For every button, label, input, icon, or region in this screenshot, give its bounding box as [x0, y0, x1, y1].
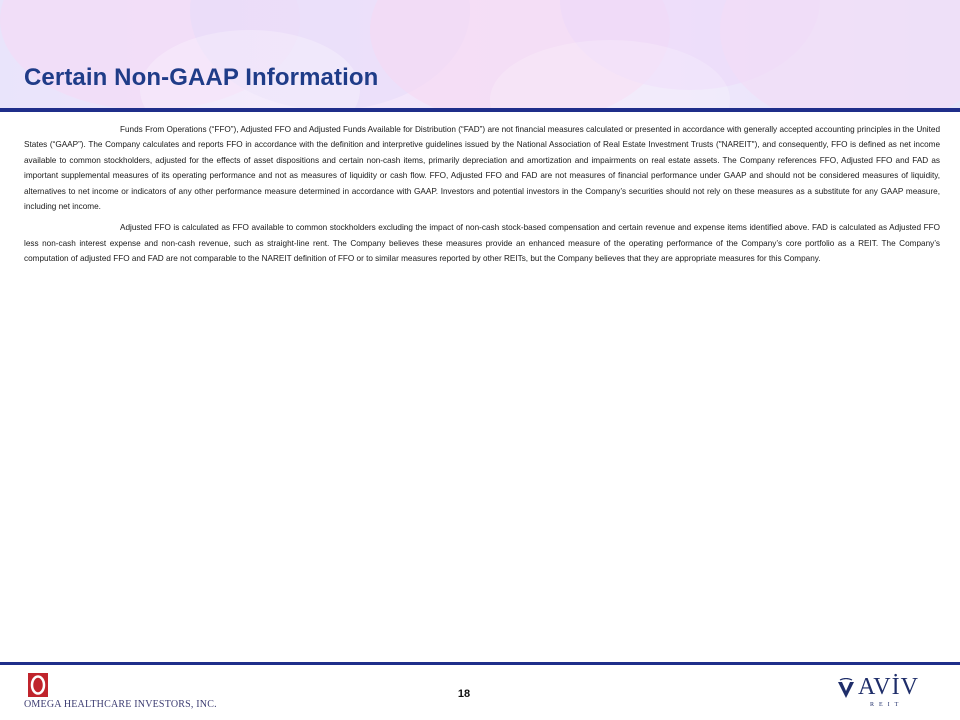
- page-title: Certain Non-GAAP Information: [24, 64, 379, 91]
- page-number: 18: [457, 688, 471, 700]
- omega-logo: [24, 673, 284, 713]
- aviv-logo: [836, 674, 936, 714]
- omega-company-name: OMEGA HEALTHCARE INVESTORS, INC.: [24, 699, 217, 710]
- footer-divider: [0, 662, 960, 665]
- omega-mark-icon: [28, 673, 48, 697]
- paragraph-adjusted-ffo: Adjusted FFO is calculated as FFO available to common stockholders excluding the impact of non-cash stock-based compensation and certain revenue and expense items identified above. FAD is calculated as Adjusted FFO less non-cash interest expense and non-cash revenue, such as straight-line rent. The Company believes these measures provide an enhanced measure of the operating performance of the Company’s core portfolio as a REIT. The Company’s computation of adjusted FFO and FAD are not comparable to the NAREIT definition of FFO or to similar measures reported by other REITs, but the Company believes that they are appropriate measures for this Company.: [24, 223, 940, 264]
- aviv-subtitle: REIT: [870, 702, 904, 708]
- paragraph-ffo-definition: Funds From Operations (“FFO”), Adjusted FFO and Adjusted Funds Available for Distribution (“FAD”) are not financial measures calculated or presented in accordance with generally accepted accounting principles in the United States (“GAAP”). The Company calculates and reports FFO in accordance with the definition and interpretive guidelines issued by the National Association of Real Estate Investment Trusts ("NAREIT"), and consequently, FFO is defined as net income available to common stockholders, adjusted for the effects of asset dispositions and certain non-cash items, primarily depreciation and amortization and impairments on real estate assets. The Company references FFO, Adjusted FFO and FAD as important supplemental measures of its operating performance and not as measures of liquidity or cash flow. FFO, Adjusted FFO and FAD are not measures of financial performance under GAAP and should not be considered measures of liquidity, alternatives to net income or indicators of any other performance measure determined in accordance with GAAP. Investors and potential investors in the Company’s securities should not rely on these measures as a substitute for any GAAP measure, including net income.: [24, 125, 940, 212]
- header-banner: [0, 0, 960, 108]
- aviv-mark-icon: [836, 678, 856, 700]
- header-divider: [0, 108, 960, 112]
- body-text: [24, 122, 940, 273]
- aviv-wordmark: AVİV: [858, 674, 919, 700]
